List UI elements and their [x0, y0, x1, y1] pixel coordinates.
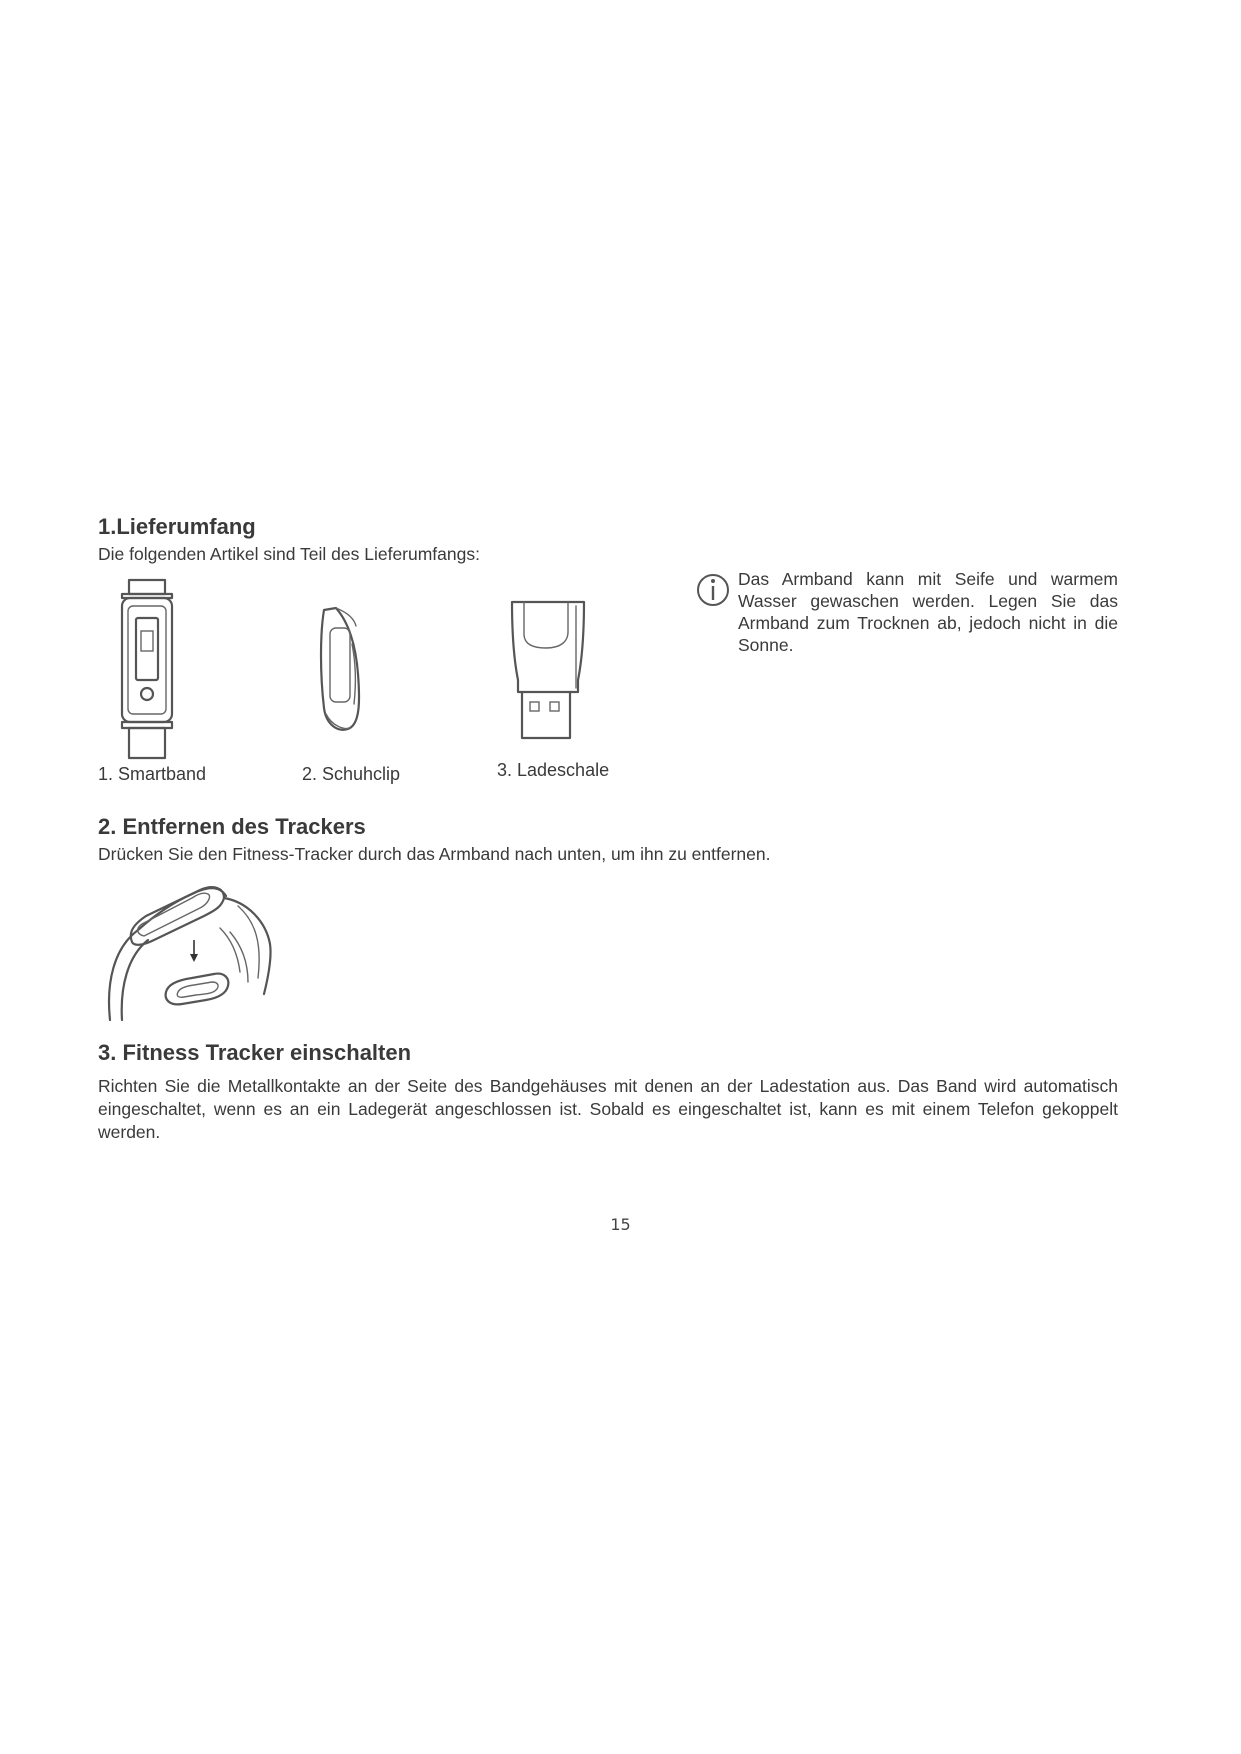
section1-heading: 1.Lieferumfang — [98, 514, 256, 539]
section3-text: Richten Sie die Metallkontakte an der Seite des Bandgehäuses mit denen an der Ladestation aus. Das Band wird automatisch eingeschaltet, wenn es an ein Ladegerät angeschlossen ist. Sobald es eingeschaltet ist, kann es mit einem Telefon gekoppelt werden. — [98, 1076, 1118, 1142]
care-note: Das Armband kann mit Seife und warmem Wasser gewaschen werden. Legen Sie das Armband zum Trocknen ab, jedoch nicht in die Sonne. — [738, 569, 1118, 655]
charging-cradle-illustration — [506, 596, 592, 746]
section1-intro: Die folgenden Artikel sind Teil des Lieferumfangs: — [98, 544, 480, 564]
tracker-removal-illustration — [108, 882, 274, 1022]
item-label-smartband: 1. Smartband — [98, 764, 207, 784]
section2-heading: 2. Entfernen des Trackers — [98, 814, 366, 839]
section2-text: Drücken Sie den Fitness-Tracker durch das Armband nach unten, um ihn zu entfernen. — [98, 844, 771, 864]
info-icon — [696, 570, 730, 610]
section3-heading: 3. Fitness Tracker einschalten — [98, 1040, 412, 1065]
item-label-shoe-clip: 2. Schuhclip — [302, 764, 401, 784]
shoe-clip-illustration — [316, 604, 372, 736]
item-label-charging-cradle: 3. Ladeschale — [497, 760, 610, 780]
page-number: 15 — [610, 1215, 631, 1234]
smartband-illustration — [118, 578, 178, 760]
